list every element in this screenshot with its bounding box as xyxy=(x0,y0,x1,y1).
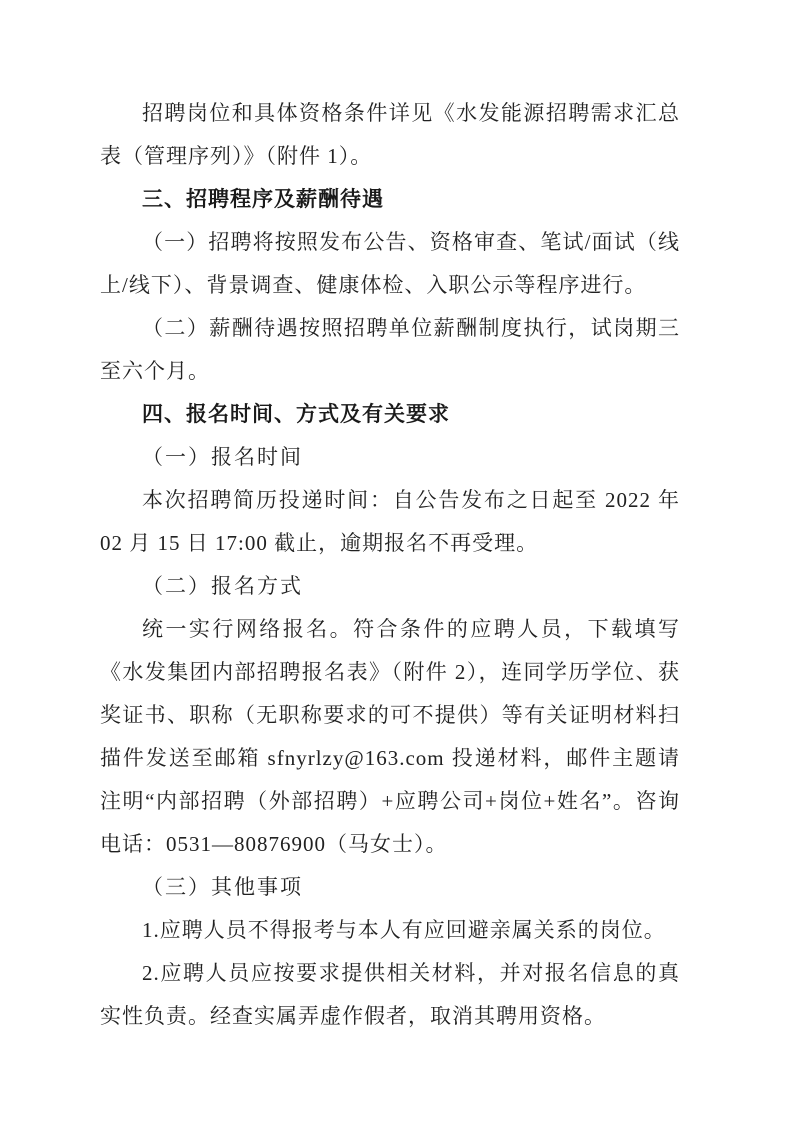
heading-section-4: 四、报名时间、方式及有关要求 xyxy=(142,403,450,426)
para-application-time: 本次招聘简历投递时间：自公告发布之日起至 2022 年 02 月 15 日 17:00 截止，逾期报名不再受理。 xyxy=(100,488,680,555)
subheading-application-time: （一）报名时间 xyxy=(142,445,303,469)
document-content xyxy=(100,92,680,1038)
para-other-matters-1: 1.应聘人员不得报考与本人有应回避亲属关系的岗位。 xyxy=(142,918,666,942)
para-other-matters-2: 2.应聘人员应按要求提供相关材料，并对报名信息的真实性负责。经查实属弄虚作假者，取消其聘用资格。 xyxy=(100,961,680,1028)
subheading-other-matters: （三）其他事项 xyxy=(142,875,303,899)
para-positions-reference: 招聘岗位和具体资格条件详见《水发能源招聘需求汇总表（管理序列）》（附件 1）。 xyxy=(100,101,680,168)
heading-section-3: 三、招聘程序及薪酬待遇 xyxy=(142,188,384,211)
para-salary-policy: （二）薪酬待遇按照招聘单位薪酬制度执行，试岗期三至六个月。 xyxy=(100,316,680,383)
para-application-method: 统一实行网络报名。符合条件的应聘人员，下载填写《水发集团内部招聘报名表》（附件 2），连同学历学位、获奖证书、职称（无职称要求的可不提供）等有关证明材料扫描件发送至邮箱 sfnyrlzy@163.com 投递材料，邮件主题请注明“内部招聘（外部招聘）+应聘公司+岗位+姓名”。咨询电话：0531—80876900（马女士）。 xyxy=(100,617,680,856)
para-recruitment-procedure: （一）招聘将按照发布公告、资格审查、笔试/面试（线上/线下）、背景调查、健康体检、入职公示等程序进行。 xyxy=(100,230,680,297)
subheading-application-method: （二）报名方式 xyxy=(142,574,303,598)
